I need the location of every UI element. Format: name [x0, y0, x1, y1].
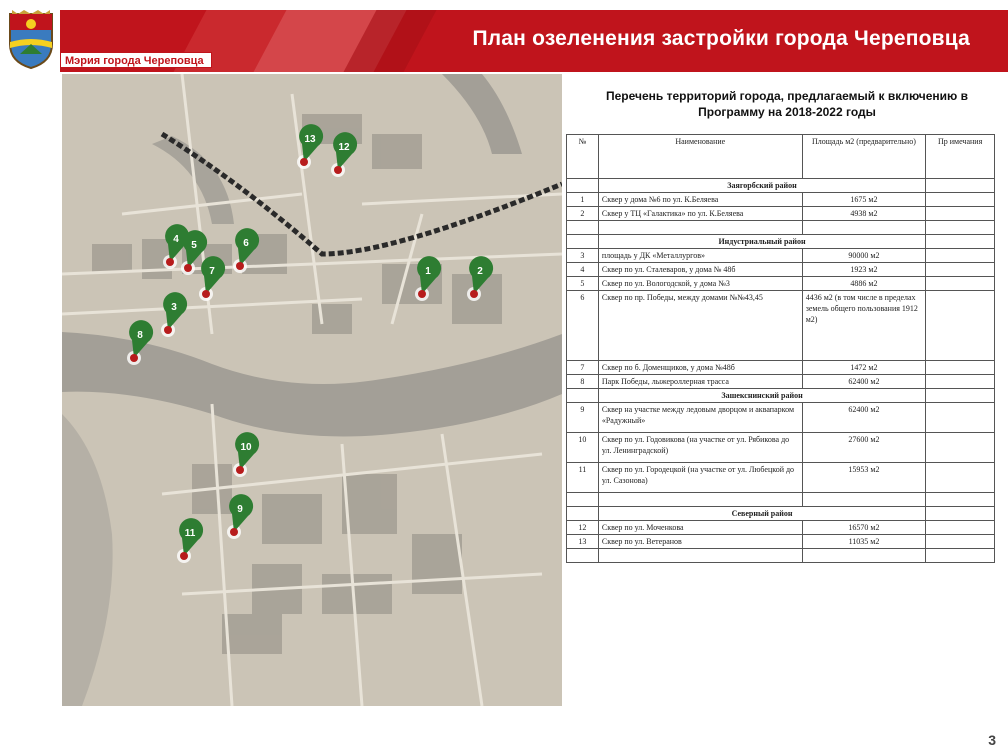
cell-name: Парк Победы, лыжероллерная трасса: [598, 375, 802, 389]
cell-area: 1675 м2: [802, 193, 926, 207]
cell-note: [926, 193, 995, 207]
cell: [926, 235, 995, 249]
cell-num: 10: [567, 433, 599, 463]
cell: [926, 221, 995, 235]
cell-area: 27600 м2: [802, 433, 926, 463]
cell-area: 16570 м2: [802, 521, 926, 535]
cell-note: [926, 361, 995, 375]
cell-num: 8: [567, 375, 599, 389]
cell: [567, 493, 599, 507]
marker-label: 8: [137, 330, 143, 341]
table-header-row: [567, 135, 995, 179]
cell-note: [926, 291, 995, 361]
cell-name: Сквер по б. Доменщиков, у дома №48б: [598, 361, 802, 375]
org-label: Мэрия города Череповца: [60, 52, 212, 68]
cell: [567, 221, 599, 235]
cell-num: 1: [567, 193, 599, 207]
cell-name: Сквер по ул. Вологодской, у дома №3: [598, 277, 802, 291]
marker-label: 11: [184, 528, 196, 539]
column-header: №: [567, 135, 599, 179]
table-row: [567, 207, 995, 221]
cell-num: 2: [567, 207, 599, 221]
section-row: [567, 235, 995, 249]
cell-name: Сквер у ТЦ «Галактика» по ул. К.Беляева: [598, 207, 802, 221]
cell-note: [926, 403, 995, 433]
cell-note: [926, 207, 995, 221]
column-header: Пр имечания: [926, 135, 995, 179]
table-row: [567, 249, 995, 263]
cell-num: 3: [567, 249, 599, 263]
cell: [598, 221, 802, 235]
section-row: [567, 507, 995, 521]
city-emblem: [6, 8, 56, 70]
section-title: Заягорбский район: [598, 179, 925, 193]
cell-name: Сквер на участке между ледовым дворцом и аквапарком «Радужный»: [598, 403, 802, 433]
cell-num: 4: [567, 263, 599, 277]
cell-area: 15953 м2: [802, 463, 926, 493]
cell-name: Сквер по ул. Городецкой (на участке от ул. Любецкой до ул. Сазонова): [598, 463, 802, 493]
table-row: [567, 535, 995, 549]
cell-name: Сквер по пр. Победы, между домами №№43,45: [598, 291, 802, 361]
cell-num: 12: [567, 521, 599, 535]
page-title: План озеленения застройки города Череповца: [472, 27, 970, 50]
cell-area: 4938 м2: [802, 207, 926, 221]
marker-label: 1: [425, 266, 431, 277]
cell-num: 13: [567, 535, 599, 549]
cell-area: 62400 м2: [802, 375, 926, 389]
table-row: [567, 193, 995, 207]
cell-note: [926, 433, 995, 463]
cell: [598, 493, 802, 507]
cell-num: 11: [567, 463, 599, 493]
cell-area: 4436 м2 (в том числе в пределах земель общего пользования 1912 м2): [802, 291, 926, 361]
marker-label: 9: [237, 504, 243, 515]
cell-note: [926, 249, 995, 263]
cell: [802, 221, 926, 235]
blank-row: [567, 549, 995, 563]
cell-note: [926, 263, 995, 277]
city-map: [62, 74, 562, 706]
cell-num: 9: [567, 403, 599, 433]
marker-label: 7: [209, 266, 215, 277]
cell: [926, 179, 995, 193]
table-row: [567, 433, 995, 463]
cell: [567, 389, 599, 403]
cell: [926, 507, 995, 521]
territories-table: [566, 134, 995, 563]
cell-name: Сквер по ул. Сталеваров, у дома № 48б: [598, 263, 802, 277]
cell: [802, 493, 926, 507]
table-row: [567, 277, 995, 291]
cell-note: [926, 277, 995, 291]
cell: [926, 493, 995, 507]
cell-name: Сквер у дома №6 по ул. К.Беляева: [598, 193, 802, 207]
section-row: [567, 389, 995, 403]
page-number: 3: [988, 732, 996, 748]
cell-num: 5: [567, 277, 599, 291]
cell-name: площадь у ДК «Металлургов»: [598, 249, 802, 263]
table-row: [567, 263, 995, 277]
cell-area: 1923 м2: [802, 263, 926, 277]
marker-label: 5: [191, 240, 197, 251]
cell-area: 1472 м2: [802, 361, 926, 375]
cell: [598, 549, 802, 563]
marker-label: 2: [477, 266, 483, 277]
table-row: [567, 361, 995, 375]
section-title: Зашекснинский район: [598, 389, 925, 403]
cell: [802, 549, 926, 563]
cell-note: [926, 535, 995, 549]
marker-label: 13: [304, 134, 316, 145]
cell-area: 90000 м2: [802, 249, 926, 263]
list-caption: Перечень территорий города, предлагаемый к включению в Программу на 2018-2022 годы: [606, 89, 968, 119]
cell-area: 62400 м2: [802, 403, 926, 433]
table-row: [567, 291, 995, 361]
cell-name: Сквер по ул. Ветеранов: [598, 535, 802, 549]
section-title: Индустриальный район: [598, 235, 925, 249]
cell-note: [926, 463, 995, 493]
blank-row: [567, 493, 995, 507]
marker-label: 4: [173, 234, 179, 245]
cell: [926, 389, 995, 403]
cell-num: 6: [567, 291, 599, 361]
cell: [567, 179, 599, 193]
marker-label: 12: [338, 142, 350, 153]
table-row: [567, 403, 995, 433]
marker-label: 6: [243, 238, 249, 249]
cell: [567, 235, 599, 249]
column-header: Площадь м2 (предварительно): [802, 135, 926, 179]
cell-area: 11035 м2: [802, 535, 926, 549]
cell: [567, 507, 599, 521]
cell-num: 7: [567, 361, 599, 375]
table-row: [567, 463, 995, 493]
marker-label: 10: [240, 442, 252, 453]
marker-label: 3: [171, 302, 177, 313]
column-header: Наименование: [598, 135, 802, 179]
cell-area: 4886 м2: [802, 277, 926, 291]
cell-note: [926, 375, 995, 389]
section-title: Северный район: [598, 507, 925, 521]
blank-row: [567, 221, 995, 235]
cell: [567, 549, 599, 563]
table-row: [567, 521, 995, 535]
cell-name: Сквер по ул. Моченкова: [598, 521, 802, 535]
cell: [926, 549, 995, 563]
section-row: [567, 179, 995, 193]
cell-name: Сквер по ул. Годовикова (на участке от ул. Рябикова до ул. Ленинградской): [598, 433, 802, 463]
cell-note: [926, 521, 995, 535]
table-row: [567, 375, 995, 389]
